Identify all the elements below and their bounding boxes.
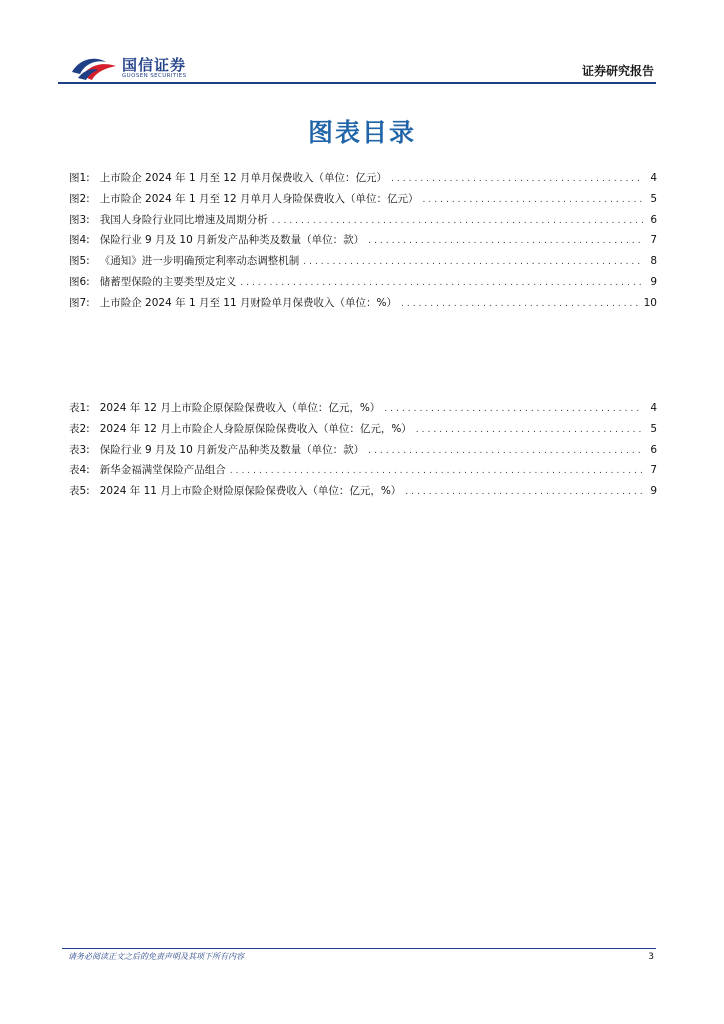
toc-entry-page: 10 — [643, 296, 657, 309]
toc-entry-page: 5 — [650, 192, 657, 205]
toc-entry-title: 上市险企 2024 年 1 月至 12 月单月人身险保费收入（单位：亿元） — [99, 192, 419, 205]
toc-entry-page: 4 — [650, 172, 657, 184]
toc-entry-page: 4 — [650, 402, 657, 414]
toc-entry-table-4[interactable] — [69, 462, 657, 483]
logo-english-name: GUOSEN SECURITIES — [122, 73, 187, 79]
toc-leader-dots — [368, 446, 643, 456]
toc-entry-table-1[interactable] — [69, 400, 657, 421]
page-header — [70, 52, 656, 84]
toc-entry-title: 《通知》进一步明确预定利率动态调整机制 — [99, 255, 300, 268]
toc-entry-prefix: 表4: — [69, 464, 90, 477]
toc-entry-title: 新华金福满堂保险产品组合 — [99, 464, 226, 477]
toc-entry-figure-6[interactable] — [69, 274, 657, 295]
toc-leader-dots — [368, 236, 643, 246]
toc-entry-table-3[interactable] — [69, 442, 657, 463]
toc-leader-dots — [405, 487, 643, 497]
toc-leader-dots — [416, 425, 643, 435]
toc-entry-prefix: 图1: — [69, 172, 90, 184]
toc-entry-page: 8 — [650, 255, 657, 268]
toc-leader-dots — [384, 404, 643, 414]
toc-entry-table-5[interactable] — [69, 483, 657, 504]
toc-entry-prefix: 图3: — [69, 213, 90, 226]
toc-entry-prefix: 图5: — [69, 255, 90, 268]
logo-chinese-name: 国信证券 — [122, 56, 187, 74]
toc-entry-title: 保险行业 9 月及 10 月新发产品种类及数量（单位：款） — [99, 234, 365, 247]
toc-leader-dots — [391, 174, 643, 184]
toc-leader-dots — [240, 278, 643, 288]
toc-leader-dots — [230, 466, 643, 476]
toc-entry-table-2[interactable] — [69, 421, 657, 442]
toc-leader-dots — [303, 257, 643, 267]
toc-entry-page: 7 — [650, 234, 657, 247]
toc-entry-page: 7 — [650, 464, 657, 477]
guosen-logo-icon — [70, 54, 118, 80]
toc-leader-dots — [272, 216, 643, 226]
toc-entry-title: 上市险企 2024 年 1 月至 11 月财险单月保费收入（单位：%） — [99, 296, 397, 309]
toc-entry-page: 6 — [650, 443, 657, 456]
toc-entry-prefix: 图2: — [69, 192, 90, 205]
figure-list — [69, 170, 657, 316]
toc-entry-title: 储蓄型保险的主要类型及定义 — [99, 275, 237, 288]
toc-entry-prefix: 表2: — [69, 422, 90, 435]
toc-entry-title: 我国人身险行业同比增速及周期分析 — [99, 213, 268, 226]
toc-entry-title: 保险行业 9 月及 10 月新发产品种类及数量（单位：款） — [99, 443, 365, 456]
toc-entry-page: 9 — [650, 485, 657, 498]
header-divider — [58, 82, 656, 84]
toc-entry-page: 5 — [650, 422, 657, 435]
toc-entry-figure-1[interactable] — [69, 170, 657, 191]
toc-entry-figure-4[interactable] — [69, 232, 657, 253]
toc-entry-page: 6 — [650, 213, 657, 226]
toc-entry-prefix: 表5: — [69, 485, 90, 498]
toc-entry-title: 2024 年 12 月上市险企原保险保费收入（单位：亿元，%） — [99, 402, 381, 414]
toc-entry-prefix: 图6: — [69, 275, 90, 288]
toc-entry-title: 2024 年 12 月上市险企人身险原保险保费收入（单位：亿元，%） — [99, 422, 412, 435]
toc-leader-dots — [423, 195, 643, 205]
toc-entry-page: 9 — [650, 275, 657, 288]
toc-entry-figure-2[interactable] — [69, 191, 657, 212]
toc-leader-dots — [401, 299, 640, 309]
toc-entry-figure-5[interactable] — [69, 253, 657, 274]
page-number: 3 — [648, 952, 654, 962]
toc-entry-figure-7[interactable] — [69, 295, 657, 316]
table-list — [69, 400, 657, 504]
toc-entry-prefix: 图7: — [69, 296, 90, 309]
toc-entry-title: 上市险企 2024 年 1 月至 12 月单月保费收入（单位：亿元） — [99, 172, 388, 184]
toc-entry-figure-3[interactable] — [69, 212, 657, 233]
report-type-label: 证券研究报告 — [581, 64, 654, 78]
page-title: 图表目录 — [307, 118, 416, 147]
toc-entry-prefix: 图4: — [69, 234, 90, 247]
footer-divider — [62, 948, 656, 949]
toc-entry-prefix: 表3: — [69, 443, 90, 456]
toc-entry-title: 2024 年 11 月上市险企财险原保险保费收入（单位：亿元，%） — [99, 485, 402, 498]
toc-entry-prefix: 表1: — [69, 402, 90, 414]
disclaimer-note: 请务必阅读正文之后的免责声明及其项下所有内容 — [68, 952, 244, 961]
